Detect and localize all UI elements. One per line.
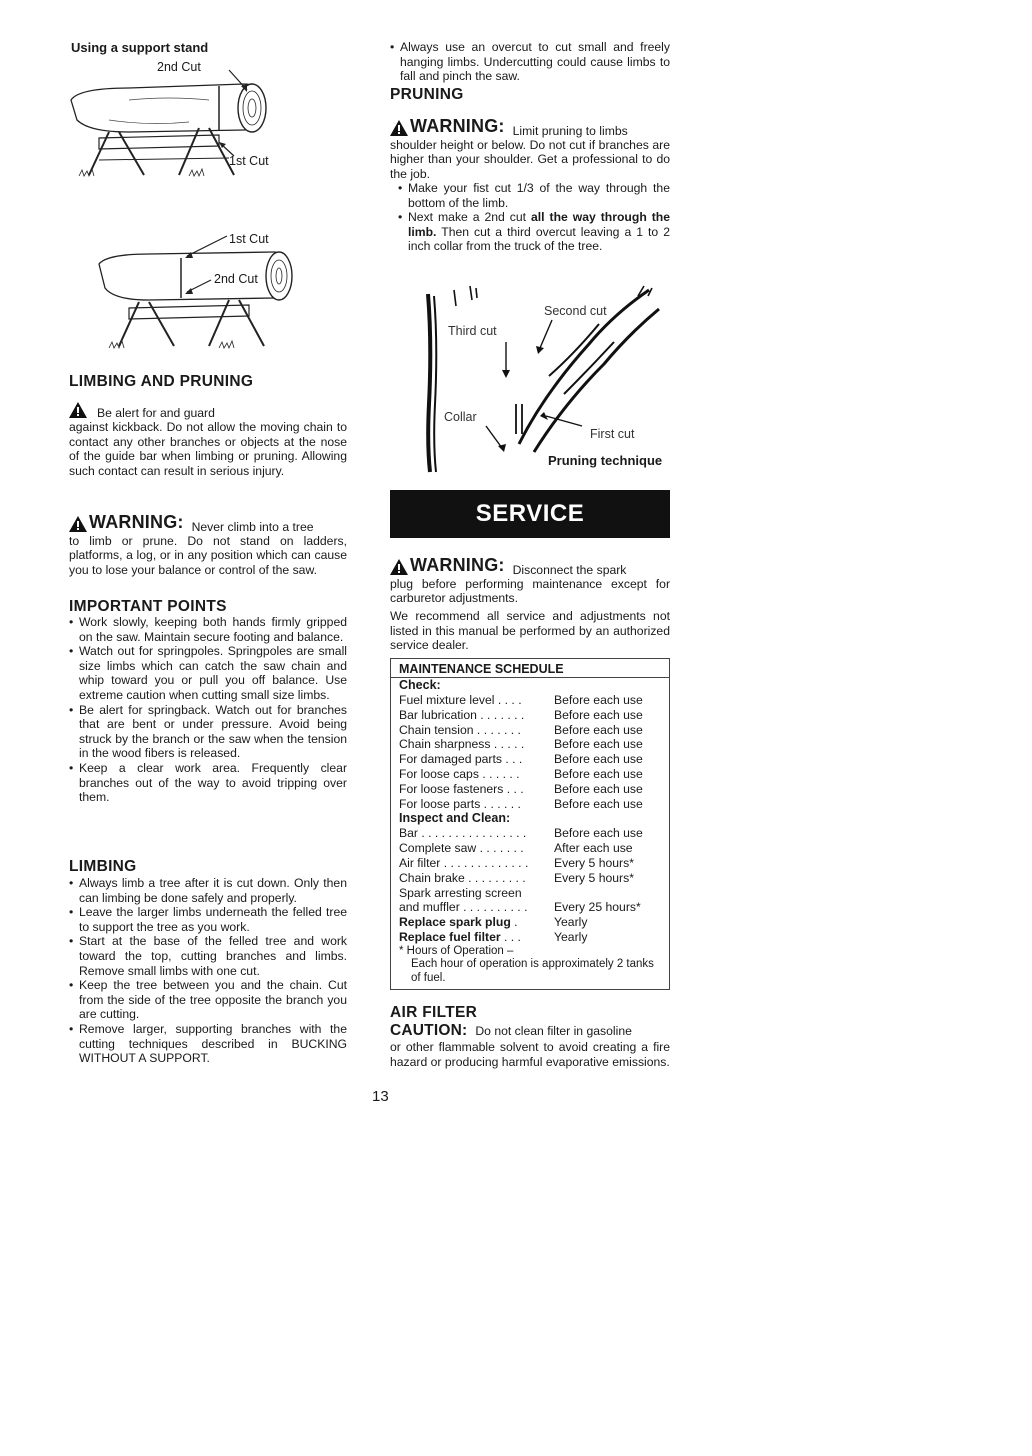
first-cut-label-1: 1st Cut [229, 154, 269, 168]
table-row: For loose fasteners . . . Before each use [399, 781, 643, 796]
caution-body: or other flammable solvent to avoid creating a fire hazard or producing harmful evaporative emissions. [390, 1040, 670, 1069]
table-row: Chain brake . . . . . . . . . Every 5 hours* [399, 870, 634, 885]
warning-triangle-icon [69, 402, 87, 418]
page-number: 13 [372, 1088, 389, 1105]
warning-triangle-icon [69, 516, 87, 532]
warning-first-line: Be alert for and guard [97, 406, 215, 420]
table-row: For loose caps . . . . . . Before each use [399, 766, 643, 781]
table-row: Replace spark plug . Yearly [399, 915, 588, 930]
table-row: Chain sharpness . . . . . Before each use [399, 737, 643, 752]
overcut-note [390, 40, 670, 84]
warning-climb [69, 512, 347, 577]
caution-word: CAUTION: [390, 1022, 468, 1039]
limbing-list [69, 876, 347, 1066]
warning-triangle-icon [390, 120, 408, 136]
warning-first-line: Disconnect the spark [512, 562, 627, 577]
warning-label [390, 116, 505, 137]
pruning-technique-figure [424, 284, 674, 474]
list-item: • Start at the base of the felled tree and work toward the top, cutting branches and limbs. Remove small limbs with one cut. [69, 934, 347, 978]
collar-label: Collar [444, 410, 477, 424]
warning-body: to limb or prune. Do not stand on ladders, platforms, a log, or in any position which can cause you to lose your balance or control of the saw. [69, 533, 347, 577]
warning-word: WARNING: [89, 512, 184, 532]
log-on-sawhorse-illustration-2 [69, 228, 349, 360]
support-stand-heading: Using a support stand [71, 40, 209, 55]
list-item: • Leave the larger limbs underneath the felled tree to support the tree as you work. [69, 905, 347, 934]
table-row: Bar lubrication . . . . . . . Before each use [399, 707, 643, 722]
limbing-pruning-heading: LIMBING AND PRUNING [69, 373, 254, 390]
list-item: • Next make a 2nd cut all the way through the limb. Then cut a third overcut leaving a 1 to 2 inch collar from the truck of the tree. [398, 210, 670, 254]
list-item: • Always limb a tree after it is cut down. Only then can limbing be done safely and properly. [69, 876, 347, 905]
list-item: • Remove larger, supporting branches with the cutting techniques described in BUCKING WITHOUT A SUPPORT. [69, 1022, 347, 1066]
important-points-list [69, 615, 347, 805]
warning-first-line: Never climb into a tree [191, 519, 314, 534]
warning-triangle-icon [390, 559, 408, 575]
warning-body: against kickback. Do not allow the moving chain to contact any other branches or objects at the nose of the guide bar when limbing or pruning. Allowing such contact can result in serious injury. [69, 420, 347, 478]
pruning-steps [398, 181, 670, 254]
first-cut-label-2: 1st Cut [229, 232, 269, 246]
warning-first-line: Limit pruning to limbs [512, 123, 628, 138]
caution-air-filter [390, 1022, 670, 1069]
list-item: • Keep a clear work area. Frequently clear branches out of the way to avoid tripping over them. [69, 761, 347, 805]
support-stand-figure-1 [69, 60, 349, 195]
schedule-footnote-detail: Each hour of operation is approximately 2 tanks of fuel. [411, 958, 654, 984]
warning-body: shoulder height or below. Do not cut if branches are higher than your shoulder. Get a professional to do the job. [390, 137, 670, 181]
second-cut-label-2: 2nd Cut [214, 272, 258, 286]
schedule-footnote: * Hours of Operation – [399, 944, 514, 957]
table-row: For loose parts . . . . . . Before each use [399, 796, 643, 811]
schedule-title: MAINTENANCE SCHEDULE [391, 662, 669, 678]
check-label: Check: [399, 678, 441, 692]
table-row: and muffler . . . . . . . . . . Every 25 hours* [399, 900, 641, 915]
support-stand-figure-2 [69, 228, 349, 360]
service-banner: SERVICE [390, 490, 670, 538]
maintenance-schedule-table [390, 658, 670, 990]
table-row: Complete saw . . . . . . . After each use [399, 841, 633, 856]
warning-body: plug before performing maintenance except for carburetor adjustments. [390, 576, 670, 606]
table-row: Spark arresting screen [399, 885, 522, 900]
pruning-caption: Pruning technique [548, 453, 663, 468]
warning-kickback [69, 401, 347, 478]
caution-first-line: Do not clean filter in gasoline [475, 1024, 632, 1038]
log-on-sawhorse-illustration-1 [69, 60, 349, 195]
list-item: • Keep the tree between you and the chain. Cut from the side of the tree opposite the branch you are cutting. [69, 978, 347, 1022]
limbing-heading: LIMBING [69, 858, 137, 875]
pruning-heading: PRUNING [390, 86, 464, 103]
warning-word: WARNING: [410, 555, 505, 575]
service-recommendation: We recommend all service and adjustments not listed in this manual be performed by an authorized service dealer. [390, 609, 670, 653]
warning-label [390, 555, 505, 576]
warning-spark-plug [390, 555, 670, 606]
second-cut-label-1: 2nd Cut [157, 60, 201, 74]
list-item: • Make your fist cut 1/3 of the way through the bottom of the limb. [398, 181, 670, 210]
table-row: For damaged parts . . . Before each use [399, 752, 643, 767]
table-row: Fuel mixture level . . . . Before each use [399, 693, 643, 707]
first-cut-label: First cut [590, 427, 635, 441]
table-row: Bar . . . . . . . . . . . . . . . . Before each use [399, 826, 643, 841]
warning-label [69, 401, 89, 417]
warning-label [69, 512, 184, 533]
inspect-clean-label: Inspect and Clean: [399, 811, 511, 826]
list-item: • Work slowly, keeping both hands firmly gripped on the saw. Maintain secure footing and balance. [69, 615, 347, 644]
warning-word: WARNING: [410, 116, 505, 136]
warning-pruning [390, 116, 670, 181]
list-item: • Always use an overcut to cut small and freely hanging limbs. Undercutting could cause limbs to fall and pinch the saw. [390, 40, 670, 84]
important-points-heading: IMPORTANT POINTS [69, 598, 227, 615]
air-filter-heading: AIR FILTER [390, 1004, 478, 1021]
table-row: Air filter . . . . . . . . . . . . . Every 5 hours* [399, 855, 634, 870]
second-cut-label: Second cut [544, 304, 607, 318]
list-item: • Watch out for springpoles. Springpoles are small size limbs which can catch the saw chain and whip toward you or pull you off balance. Use extreme caution when cutting small size limbs. [69, 644, 347, 702]
table-row: Chain tension . . . . . . . Before each use [399, 722, 643, 737]
list-item: • Be alert for springback. Watch out for branches that are bent or under pressure. Avoid being struck by the branch or the saw when the tension in the wood fibers is released. [69, 703, 347, 761]
table-row: Replace fuel filter . . . Yearly [399, 929, 588, 944]
third-cut-label: Third cut [448, 324, 497, 338]
